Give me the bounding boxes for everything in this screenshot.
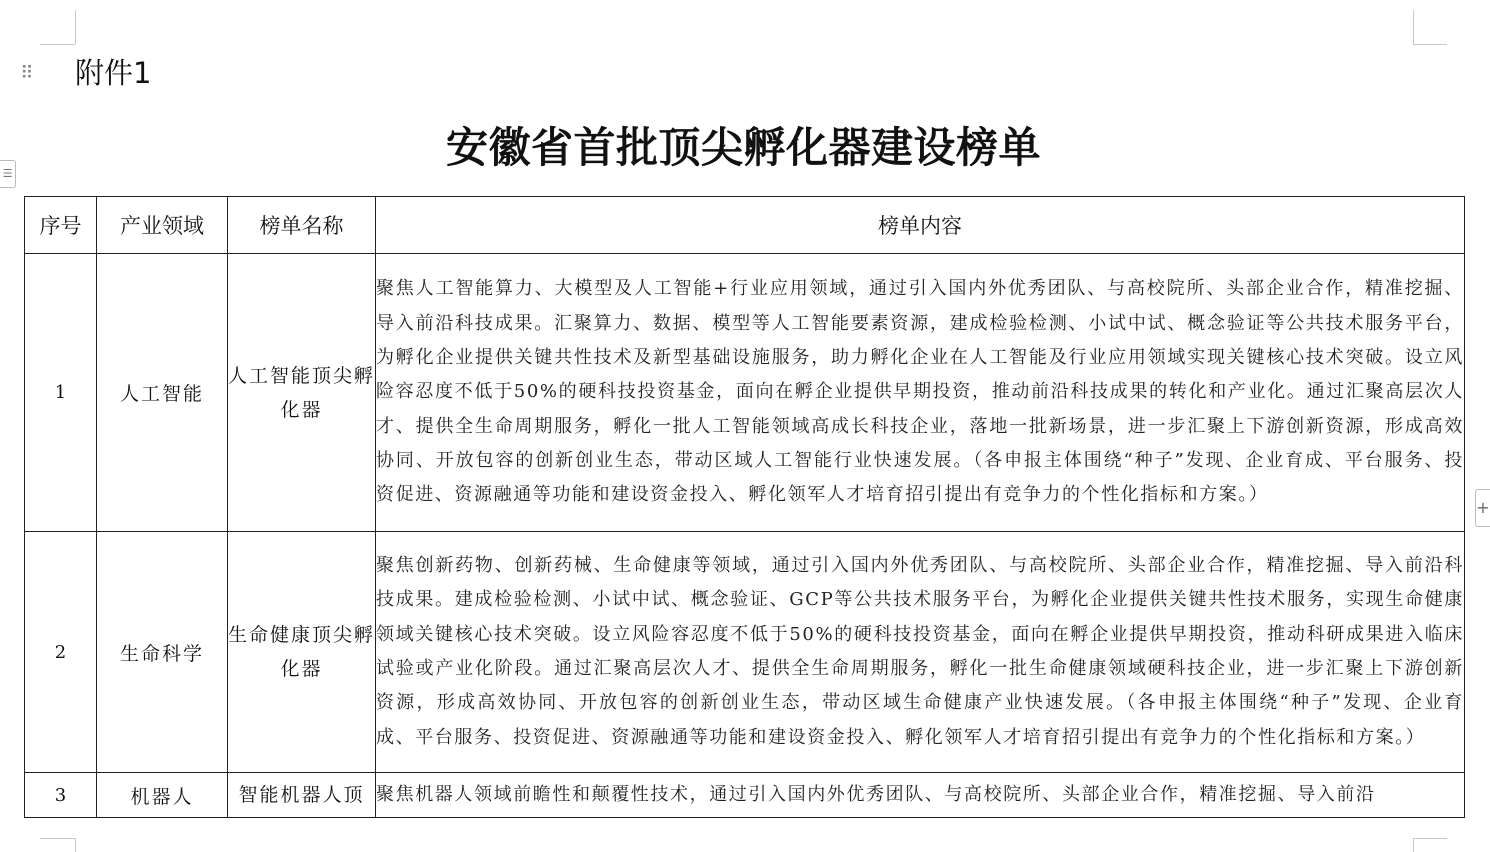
row-name: 生命健康顶尖孵化器 (228, 532, 376, 773)
row-content: 聚焦人工智能算力、大模型及人工智能+行业应用领域，通过引入国内外优秀团队、与高校院所、头部企业合作，精准挖掘、导入前沿科技成果。汇聚算力、数据、模型等人工智能要素资源，建成检验检测、小试中试、概念验证等公共技术服务平台，为孵化企业提供关键共性技术及新型基础设施服务，助力孵化企业在人工智能及行业应用领域实现关键核心技术突破。设立风险容忍度不低于50%的硬科技投资基金，面向在孵企业提供早期投资，推动前沿科技成果的转化和产业化。通过汇聚高层次人才、提供全生命周期服务，孵化一批人工智能领域高成长科技企业，落地一批新场景，进一步汇聚上下游创新资源，形成高效协同、开放包容的创新创业生态，带动区域人工智能行业快速发展。（各申报主体围绕“种子”发现、企业育成、平台服务、投资促进、资源融通等功能和建设资金投入、孵化领军人才培育招引提出有竞争力的个性化指标和方案。） (376, 254, 1465, 532)
row-index: 1 (25, 254, 97, 532)
row-field: 机器人 (97, 773, 228, 818)
row-index: 2 (25, 532, 97, 773)
table-menu-icon[interactable]: ☰ (0, 160, 16, 188)
table-row (25, 254, 1465, 532)
header-content: 榜单内容 (376, 197, 1465, 254)
row-name: 智能机器人顶 (228, 773, 376, 818)
table-row (25, 773, 1465, 818)
header-field: 产业领域 (97, 197, 228, 254)
crop-mark-bottom-right (1413, 838, 1447, 839)
crop-mark-top-left-vertical (75, 10, 76, 44)
crop-mark-bottom-left-vertical (75, 838, 76, 852)
list-table (24, 196, 1465, 818)
header-name: 榜单名称 (228, 197, 376, 254)
row-content: 聚焦机器人领域前瞻性和颠覆性技术，通过引入国内外优秀团队、与高校院所、头部企业合作，精准挖掘、导入前沿 (376, 773, 1465, 818)
crop-mark-bottom-right-vertical (1413, 838, 1414, 852)
row-index: 3 (25, 773, 97, 818)
crop-mark-top-right (1413, 44, 1447, 45)
crop-mark-bottom-left (40, 838, 75, 839)
crop-mark-top-left (40, 44, 75, 45)
row-content: 聚焦创新药物、创新药械、生命健康等领域，通过引入国内外优秀团队、与高校院所、头部企业合作，精准挖掘、导入前沿科技成果。建成检验检测、小试中试、概念验证、GCP等公共技术服务平台，为孵化企业提供关键共性技术服务，实现生命健康领域关键核心技术突破。设立风险容忍度不低于50%的硬科技投资基金，面向在孵企业提供早期投资，推动科研成果进入临床试验或产业化阶段。通过汇聚高层次人才、提供全生命周期服务，孵化一批生命健康领域硬科技企业，进一步汇聚上下游创新资源，形成高效协同、开放包容的创新创业生态，带动区域生命健康产业快速发展。（各申报主体围绕“种子”发现、企业育成、平台服务、投资促进、资源融通等功能和建设资金投入、孵化领军人才培育招引提出有竞争力的个性化指标和方案。） (376, 532, 1465, 773)
crop-mark-top-right-vertical (1413, 10, 1414, 44)
row-field: 人工智能 (97, 254, 228, 532)
table-header-row (25, 197, 1465, 254)
add-column-icon[interactable]: + (1475, 489, 1490, 527)
table-row (25, 532, 1465, 773)
row-name: 人工智能顶尖孵化器 (228, 254, 376, 532)
document-title: 安徽省首批顶尖孵化器建设榜单 (445, 123, 1041, 172)
row-field: 生命科学 (97, 532, 228, 773)
attachment-label: 附件1 (75, 56, 152, 90)
header-index: 序号 (25, 197, 97, 254)
drag-handle-icon[interactable]: ⠿ (20, 63, 32, 84)
